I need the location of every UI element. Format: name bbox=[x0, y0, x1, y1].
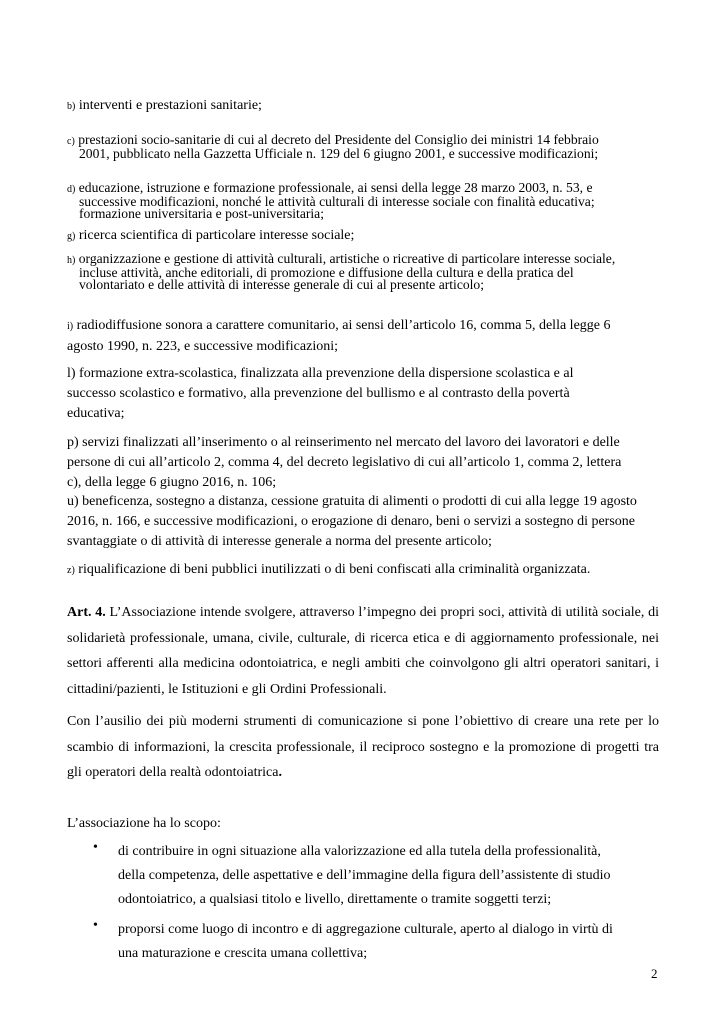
item-text: svantaggiate o di attività di interesse generale a norma del presente articolo; bbox=[67, 534, 492, 549]
bullet-text: odontoiatrico, a qualsiasi titolo e livello, direttamente o tramite soggetti terzi; bbox=[118, 892, 552, 907]
item-text: l) formazione extra-scolastica, finalizzata alla prevenzione della dispersione scolastica e al bbox=[67, 366, 574, 381]
bullet-item bbox=[118, 918, 663, 966]
list-item-z bbox=[67, 562, 667, 579]
scope-intro-text: L’associazione ha lo scopo: bbox=[67, 816, 221, 831]
scope-intro bbox=[67, 811, 659, 837]
item-text: educativa; bbox=[67, 406, 125, 421]
list-item-h bbox=[67, 253, 667, 291]
article-text: L’Associazione intende svolgere, attraverso l’impegno dei propri soci, attività di utilità sociale, di solidarietà professionale, umana, civile, culturale, di ricerca etica e di aggiornamento professionale, nei settori afferenti alla medicina odontoiatrica, e negli ambiti che coinvolgono gli altri operatori sanitari, i cittadini/pazienti, le Istituzioni e gli Ordini Professionali. bbox=[67, 605, 659, 697]
list-item-l bbox=[67, 364, 667, 424]
bullet-icon: • bbox=[93, 918, 98, 933]
bullet-text: di contribuire in ogni situazione alla valorizzazione ed alla tutela della professionalità, bbox=[118, 844, 601, 859]
article-text: Con l’ausilio dei più moderni strumenti di comunicazione si pone l’obiettivo di creare una rete per lo scambio di informazioni, la crescita professionale, il reciproco sostegno e la promozione di progetti tra gli operatori della realtà odontoiatrica bbox=[67, 714, 659, 780]
item-letter: h) bbox=[67, 255, 76, 266]
item-text: u) beneficenza, sostegno a distanza, cessione gratuita di alimenti o prodotti di cui alla legge 19 agosto bbox=[67, 494, 637, 509]
list-item-p bbox=[67, 433, 667, 493]
item-text: successo scolastico e formativo, alla prevenzione del bullismo e al contrasto della povertà bbox=[67, 386, 570, 401]
item-text: incluse attività, anche editoriali, di promozione e diffusione della cultura e della pratica del bbox=[79, 265, 574, 280]
item-text: prestazioni socio-sanitarie di cui al decreto del Presidente del Consiglio dei ministri 14 febbraio bbox=[78, 132, 599, 147]
item-letter: b) bbox=[67, 101, 76, 112]
list-item-c bbox=[67, 134, 667, 160]
article-label: Art. 4. bbox=[67, 605, 106, 620]
item-text: educazione, istruzione e formazione professionale, ai sensi della legge 28 marzo 2003, n. 53, e bbox=[78, 180, 593, 195]
bullet-item bbox=[118, 840, 663, 912]
bullet-icon: • bbox=[93, 840, 98, 855]
list-item-u bbox=[67, 492, 667, 552]
bullet-text: proporsi come luogo di incontro e di aggregazione culturale, aperto al dialogo in virtù di bbox=[118, 922, 613, 937]
item-text: p) servizi finalizzati all’inserimento o al reinserimento nel mercato del lavoro dei lavoratori e delle bbox=[67, 435, 620, 450]
item-letter: g) bbox=[67, 231, 76, 242]
list-item-d bbox=[67, 182, 667, 220]
item-text: persone di cui all’articolo 2, comma 4, del decreto legislativo di cui all’articolo 1, comma 2, lettera bbox=[67, 455, 622, 470]
item-text: c), della legge 6 giugno 2016, n. 106; bbox=[67, 475, 277, 490]
list-item-i bbox=[67, 316, 667, 357]
item-text: successive modificazioni, nonché le attività culturali di interesse sociale con finalità educativa; bbox=[79, 194, 595, 209]
item-letter: d) bbox=[67, 184, 76, 195]
item-letter: c) bbox=[67, 136, 75, 147]
page-number: 2 bbox=[651, 966, 658, 981]
item-text: 2001, pubblicato nella Gazzetta Ufficiale n. 129 del 6 giugno 2001, e successive modificazioni; bbox=[79, 146, 599, 161]
bullet-text: una maturazione e crescita umana collettiva; bbox=[118, 946, 368, 961]
bullet-text: della competenza, delle aspettative e dell’immagine della figura dell’assistente di studio bbox=[118, 868, 611, 883]
item-text: agosto 1990, n. 223, e successive modificazioni; bbox=[67, 339, 338, 354]
item-text: ricerca scientifica di particolare interesse sociale; bbox=[78, 228, 355, 243]
item-text: 2016, n. 166, e successive modificazioni, o erogazione di denaro, beni o servizi a sostegno di persone bbox=[67, 514, 636, 529]
item-text: volontariato e delle attività di interesse generale di cui al presente articolo; bbox=[79, 277, 485, 292]
item-text: organizzazione e gestione di attività culturali, artistiche o ricreative di particolare interesse sociale, bbox=[78, 251, 616, 266]
item-letter: i) bbox=[67, 321, 74, 332]
article-text-period: . bbox=[278, 765, 282, 780]
item-text: interventi e prestazioni sanitarie; bbox=[78, 98, 262, 113]
list-item-b bbox=[67, 98, 667, 115]
article-4-paragraph-2 bbox=[67, 709, 659, 786]
item-text: formazione universitaria e post-universitaria; bbox=[79, 206, 324, 221]
item-text: radiodiffusione sonora a carattere comunitario, ai sensi dell’articolo 16, comma 5, della legge 6 bbox=[76, 318, 611, 333]
item-text: riqualificazione di beni pubblici inutilizzati o di beni confiscati alla criminalità organizzata. bbox=[78, 562, 591, 577]
item-letter: z) bbox=[67, 565, 75, 576]
list-item-g bbox=[67, 228, 667, 245]
article-4-paragraph bbox=[67, 600, 659, 702]
